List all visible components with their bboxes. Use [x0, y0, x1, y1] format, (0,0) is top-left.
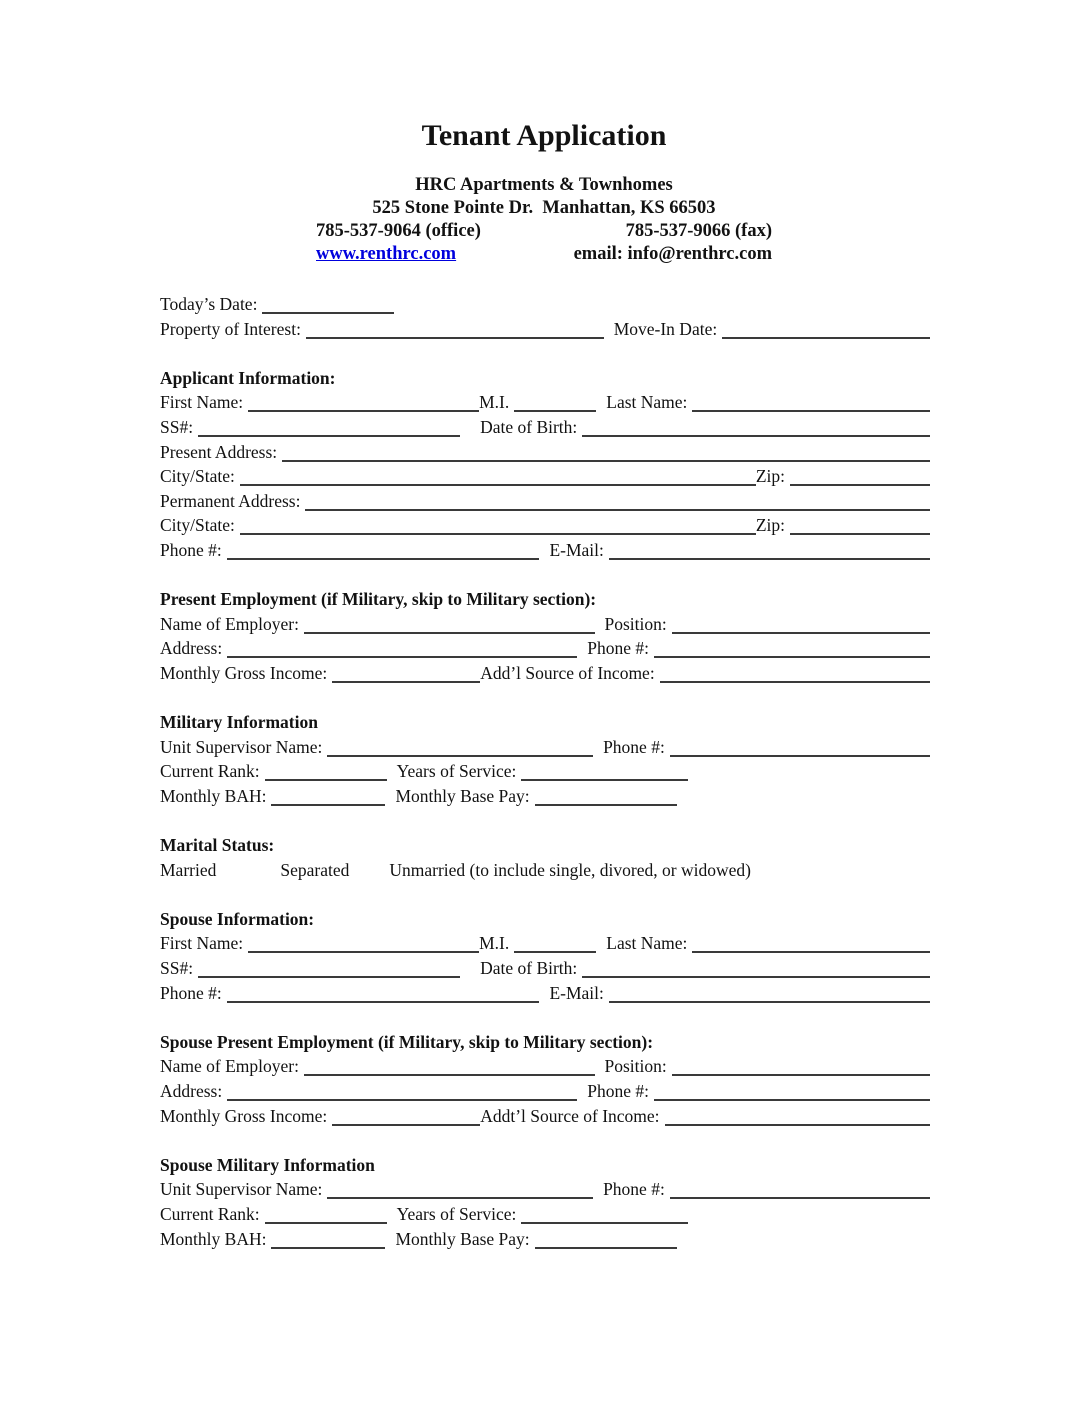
spouse-first-name-label: First Name: [160, 933, 244, 954]
applicant-first-name-blank[interactable] [248, 410, 479, 412]
employment-income-label: Monthly Gross Income: [160, 662, 328, 683]
spouse-phone-row [160, 981, 930, 1006]
military-years-label: Years of Service: [396, 761, 517, 782]
spouse-employment-phone-label: Phone #: [587, 1081, 649, 1101]
spouse-dob-blank[interactable] [582, 976, 930, 978]
spouse-last-name-label: Last Name: [606, 933, 688, 954]
employment-addl-income-blank[interactable] [660, 681, 930, 683]
spouse-ssn-label: SS#: [160, 958, 194, 979]
employment-heading-row [160, 587, 930, 612]
spouse-employment-employer-row [160, 1054, 930, 1079]
spouse-employment-income-row [160, 1104, 930, 1129]
spouse-employment-phone-blank[interactable] [654, 1099, 930, 1101]
applicant-ssn-blank[interactable] [198, 435, 460, 437]
applicant-city-state-1-label: City/State: [160, 466, 235, 487]
applicant-city-state-2-label: City/State: [160, 515, 235, 536]
applicant-ssn-row [160, 415, 930, 440]
military-phone-label: Phone #: [603, 736, 665, 757]
spouse-mi-label: M.I. [479, 933, 510, 954]
spouse-employment-addl-income-label: Addt’l Source of Income: [480, 1105, 660, 1126]
applicant-phone-row [160, 538, 930, 563]
applicant-section-heading: Applicant Information: [160, 367, 336, 388]
military-base-pay-label: Monthly Base Pay: [395, 785, 530, 806]
spouse-last-name-blank[interactable] [692, 951, 930, 953]
todays-date-blank[interactable] [262, 312, 394, 314]
form-body [160, 292, 930, 1251]
applicant-last-name-label: Last Name: [606, 392, 688, 413]
spouse-phone-blank[interactable] [227, 1001, 540, 1003]
military-supervisor-row [160, 735, 930, 760]
applicant-email-label: E-Mail: [549, 539, 604, 560]
military-rank-blank[interactable] [265, 779, 387, 781]
company-name: HRC Apartments & Townhomes [415, 175, 673, 195]
marital-section-heading: Marital Status: [160, 835, 275, 856]
fax-phone: 785-537-9066 (fax) [625, 221, 772, 241]
spouse-military-bah-row [160, 1227, 930, 1252]
spouse-employment-employer-label: Name of Employer: [160, 1056, 299, 1077]
spouse-ssn-row [160, 956, 930, 981]
military-rank-row [160, 759, 930, 784]
applicant-last-name-blank[interactable] [692, 410, 930, 412]
spouse-military-years-blank[interactable] [521, 1222, 688, 1224]
spouse-phone-label: Phone #: [160, 982, 222, 1003]
spouse-employment-income-blank[interactable] [332, 1124, 480, 1126]
marital-unmarried-option[interactable]: Unmarried (to include single, divored, or widowed) [389, 859, 751, 880]
marital-options-row [160, 858, 930, 883]
spouse-military-phone-blank[interactable] [670, 1197, 930, 1199]
military-supervisor-blank[interactable] [327, 755, 593, 757]
spouse-military-rank-label: Current Rank: [160, 1203, 260, 1224]
spouse-email-blank[interactable] [609, 1001, 930, 1003]
page-title: Tenant Application [421, 119, 667, 152]
spouse-employment-address-blank[interactable] [227, 1099, 577, 1101]
applicant-city-state-1-blank[interactable] [240, 484, 756, 486]
applicant-phone-blank[interactable] [227, 558, 540, 560]
spouse-heading-row [160, 907, 930, 932]
property-row [160, 317, 930, 342]
company-address: 525 Stone Pointe Dr. Manhattan, KS 66503 [372, 198, 716, 218]
spouse-military-base-pay-blank[interactable] [535, 1247, 677, 1249]
employment-address-blank[interactable] [227, 656, 577, 658]
employment-income-row [160, 661, 930, 686]
marital-separated-option[interactable]: Separated [280, 859, 350, 880]
spouse-military-heading-row [160, 1153, 930, 1178]
spouse-military-section-heading: Spouse Military Information [160, 1154, 375, 1175]
spouse-email-label: E-Mail: [549, 982, 604, 1003]
employment-employer-label: Name of Employer: [160, 613, 299, 634]
spouse-employment-address-row [160, 1079, 930, 1104]
spouse-military-bah-label: Monthly BAH: [160, 1228, 267, 1249]
military-section-heading: Military Information [160, 712, 318, 733]
spouse-dob-label: Date of Birth: [480, 958, 578, 979]
military-bah-label: Monthly BAH: [160, 785, 267, 806]
applicant-zip-2-label: Zip: [755, 515, 785, 536]
spouse-military-supervisor-blank[interactable] [327, 1197, 593, 1199]
applicant-present-address-label: Present Address: [160, 441, 278, 462]
spouse-military-supervisor-label: Unit Supervisor Name: [160, 1179, 323, 1200]
applicant-email-blank[interactable] [609, 558, 930, 560]
website-link[interactable]: www.renthrc.com [316, 244, 457, 264]
employment-position-blank[interactable] [672, 632, 930, 634]
employment-phone-blank[interactable] [654, 656, 930, 658]
applicant-mi-blank[interactable] [514, 410, 596, 412]
property-of-interest-blank[interactable] [306, 337, 604, 339]
email-address: email: info@renthrc.com [573, 244, 772, 264]
spouse-military-bah-blank[interactable] [271, 1247, 385, 1249]
military-bah-row [160, 784, 930, 809]
todays-date-label: Today’s Date: [160, 294, 258, 314]
todays-date-row [160, 292, 930, 317]
applicant-city-state-2-row [160, 513, 930, 538]
military-heading-row [160, 710, 930, 735]
spouse-employment-heading-row [160, 1030, 930, 1055]
employment-phone-label: Phone #: [587, 638, 649, 659]
applicant-first-name-label: First Name: [160, 392, 244, 413]
military-rank-label: Current Rank: [160, 761, 260, 782]
employment-income-blank[interactable] [332, 681, 480, 683]
spouse-military-supervisor-row [160, 1177, 930, 1202]
applicant-zip-1-blank[interactable] [790, 484, 930, 486]
applicant-name-row [160, 390, 930, 415]
property-of-interest-label: Property of Interest: [160, 318, 301, 339]
military-phone-blank[interactable] [670, 755, 930, 757]
employment-employer-row [160, 612, 930, 637]
military-supervisor-label: Unit Supervisor Name: [160, 736, 323, 757]
applicant-heading-row [160, 366, 930, 391]
applicant-zip-1-label: Zip: [755, 466, 785, 487]
spouse-name-row [160, 931, 930, 956]
applicant-present-address-row [160, 440, 930, 465]
spouse-employment-address-label: Address: [160, 1081, 223, 1101]
applicant-mi-label: M.I. [479, 392, 510, 413]
spouse-military-base-pay-label: Monthly Base Pay: [395, 1228, 530, 1249]
employment-addl-income-label: Add’l Source of Income: [480, 662, 655, 683]
spouse-section-heading: Spouse Information: [160, 908, 315, 929]
applicant-zip-2-blank[interactable] [790, 533, 930, 535]
spouse-employment-employer-blank[interactable] [304, 1074, 595, 1076]
applicant-permanent-address-blank[interactable] [305, 509, 930, 511]
applicant-ssn-label: SS#: [160, 416, 194, 437]
military-years-blank[interactable] [521, 779, 688, 781]
marital-heading-row [160, 833, 930, 858]
employment-address-label: Address: [160, 638, 223, 659]
spouse-employment-income-label: Monthly Gross Income: [160, 1105, 328, 1126]
applicant-permanent-address-label: Permanent Address: [160, 490, 301, 511]
applicant-dob-blank[interactable] [582, 435, 930, 437]
spouse-military-rank-blank[interactable] [265, 1222, 387, 1224]
employment-position-label: Position: [604, 613, 667, 634]
move-in-date-blank[interactable] [722, 337, 930, 339]
web-line [316, 243, 772, 266]
spouse-employment-position-label: Position: [604, 1056, 667, 1077]
employment-address-row [160, 636, 930, 661]
employment-employer-blank[interactable] [304, 632, 595, 634]
applicant-city-state-2-blank[interactable] [240, 533, 756, 535]
office-phone: 785-537-9064 (office) [316, 221, 481, 241]
move-in-date-label: Move-In Date: [613, 318, 718, 339]
spouse-first-name-blank[interactable] [248, 951, 479, 953]
spouse-employment-section-heading: Spouse Present Employment (if Military, skip to Military section): [160, 1031, 654, 1052]
employment-section-heading: Present Employment (if Military, skip to Military section): [160, 589, 597, 610]
applicant-dob-label: Date of Birth: [480, 416, 578, 437]
phone-line [316, 220, 772, 243]
applicant-present-address-blank[interactable] [282, 460, 930, 462]
spouse-military-rank-row [160, 1202, 930, 1227]
spouse-mi-blank[interactable] [514, 951, 596, 953]
spouse-employment-addl-income-blank[interactable] [665, 1124, 930, 1126]
applicant-city-state-1-row [160, 464, 930, 489]
spouse-military-years-label: Years of Service: [396, 1203, 517, 1224]
applicant-permanent-address-row [160, 489, 930, 514]
applicant-phone-label: Phone #: [160, 539, 222, 560]
spouse-military-phone-label: Phone #: [603, 1179, 665, 1200]
spouse-employment-position-blank[interactable] [672, 1074, 930, 1076]
military-base-pay-blank[interactable] [535, 804, 677, 806]
document-header [0, 0, 1088, 266]
marital-married-option[interactable]: Married [160, 859, 217, 880]
spouse-ssn-blank[interactable] [198, 976, 460, 978]
military-bah-blank[interactable] [271, 804, 385, 806]
